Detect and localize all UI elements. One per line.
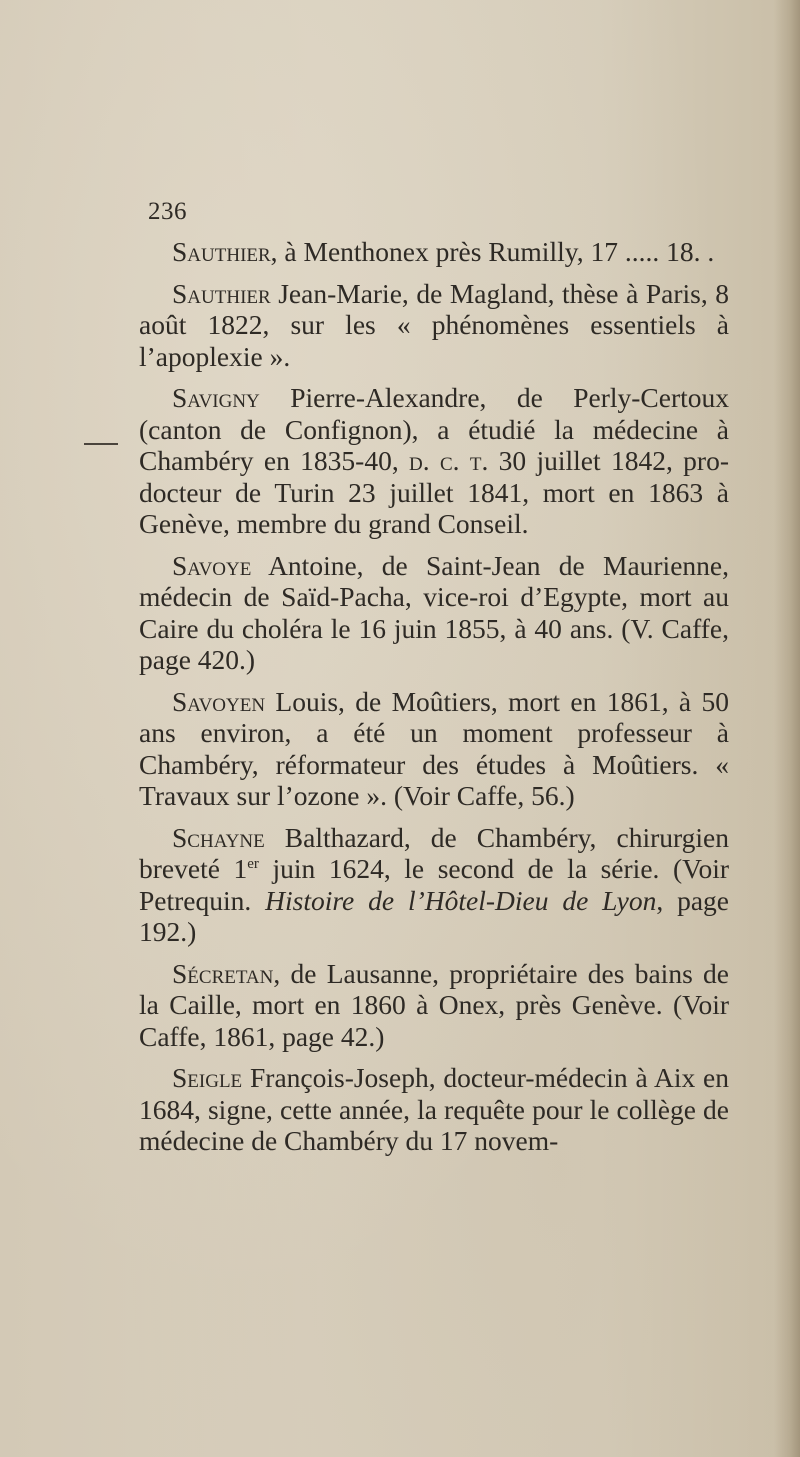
entry-savoye: [139, 550, 729, 676]
ordinal-superscript: er: [247, 856, 259, 872]
entry-name: Sécretan: [172, 957, 274, 989]
entry-seigle: [139, 1062, 729, 1157]
entry-secretan: [139, 958, 729, 1053]
entry-name: Sauthier: [172, 236, 271, 267]
entry-text: 30 juillet 1842, pro-docteur de Turin 23 juillet 1841, mort en 1863 à Genève, membre du grand Conseil.: [139, 445, 729, 539]
cited-title: Histoire de l’Hôtel-Dieu de Lyon: [265, 884, 657, 916]
entry-text: , à Menthonex près Rumilly, 17 ..... 18. .: [270, 236, 715, 267]
entry-name: Sauthier: [172, 277, 271, 309]
entry-text: juin 1624, le second de la série. (Voir Petrequin.: [139, 853, 729, 916]
entry-list: [139, 236, 729, 1157]
margin-rule-mark: [84, 443, 118, 445]
entry-savigny: [139, 382, 729, 540]
entry-sauthier-jean-marie: [139, 278, 729, 373]
entry-text: Antoine, de Saint-Jean de Maurienne, médecin de Saïd-Pacha, vice-roi d’Egypte, mort au Caire du choléra le 16 juin 1855, à 40 ans. (V. Caffe, page 420.): [139, 549, 729, 675]
entry-text: , de Lausanne, propriétaire des bains de la Caille, mort en 1860 à Onex, près Genève. (Voir Caffe, 1861, page 42.): [139, 957, 729, 1052]
entry-text: Jean-Marie, de Magland, thèse à Paris, 8 août 1822, sur les « phénomènes essentiels à l’apoplexie ».: [139, 277, 729, 372]
entry-sauthier-rumilly: [139, 236, 729, 268]
degree-abbreviation: d. c. t.: [409, 445, 489, 476]
entry-text: Balthazard, de Chambéry, chirurgien breveté 1: [139, 821, 729, 884]
page-number: 236: [148, 198, 187, 225]
entry-name: Schayne: [172, 821, 265, 853]
page-edge-shadow: [774, 0, 800, 1457]
entry-name: Savoyen: [172, 685, 266, 717]
entry-name: Savoye: [172, 549, 252, 581]
entry-name: Savigny: [172, 382, 260, 413]
entry-text: Louis, de Moûtiers, mort en 1861, à 50 ans environ, a été un moment professeur à Chambéry, réformateur des études à Moûtiers. « Travaux sur l’ozone ». (Voir Caffe, 56.): [139, 685, 729, 811]
entry-savoyen: [139, 686, 729, 812]
entry-text: , page 192.): [139, 884, 729, 947]
entry-schayne: [139, 822, 729, 948]
entry-text: François-Joseph, docteur-médecin à Aix en 1684, signe, cette année, la requête pour le collège de médecine de Chambéry du 17 novem-: [139, 1062, 729, 1156]
entry-name: Seigle: [172, 1062, 243, 1093]
entry-text: Pierre-Alexandre, de Perly-Certoux (canton de Confignon), a étudié la médecine à Chambéry en 1835-40,: [139, 382, 729, 476]
